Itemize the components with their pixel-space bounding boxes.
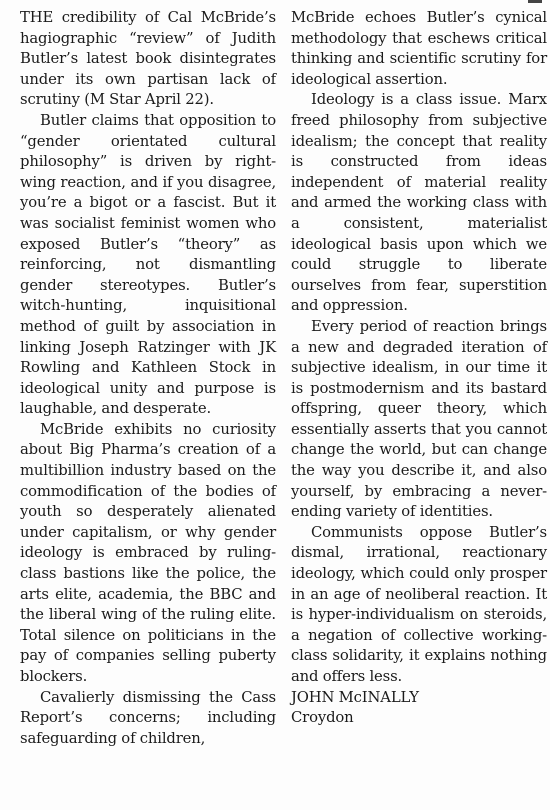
paragraph-8: Communists oppose Butler’s dismal, irrational, reactionary ideology, which could only prosper in an age of neoliberal reaction. It is hyper-individualism on steroids, a negation of collective working-class solidarity, it explains nothing and offers less.: [291, 523, 547, 685]
right-column: [291, 8, 547, 729]
paragraph-2: Butler claims that opposition to “gender orientated cultural philosophy” is driven by right-wing reaction, and if you disagree, you’re a bigot or a fascist. But it was socialist feminist women who exposed Butler’s “theory” as reinforcing, not dismantling gender stereotypes. Butler’s witch-hunting, inquisitional method of guilt by association in linking Joseph Ratzinger with JK Rowling and Kathleen Stock in ideological unity and purpose is laughable, and desperate.: [20, 111, 276, 418]
paragraph-4: Cavalierly dismissing the Cass Report’s concerns; including safeguarding of children,: [20, 688, 276, 747]
paragraph-7: Every period of reaction brings a new and degraded iteration of subjective idealism, in our time it is postmodernism and its bastard offspring, queer theory, which essentially asserts that you cannot change the world, but can change the way you describe it, and also yourself, by embracing a never-ending variety of identities.: [291, 317, 547, 521]
column-rule-mark: [528, 0, 542, 3]
paragraph-6: Ideology is a class issue. Marx freed philosophy from subjective idealism; the concept that reality is constructed from ideas independent of material reality and armed the working class with a consistent, materialist ideological basis upon which we could struggle to liberate ourselves from fear, superstition and oppression.: [291, 91, 547, 315]
paragraph-3: McBride exhibits no curiosity about Big Pharma’s creation of a multibillion industry based on the commodification of the bodies of youth so desperately alienated under capitalism, or why gender ideology is embraced by ruling-class bastions like the police, the arts elite, academia, the BBC and the liberal wing of the ruling elite. Total silence on politicians in the pay of companies selling puberty blockers.: [20, 420, 276, 685]
author-location: Croydon: [291, 709, 354, 727]
author-signature: JOHN McINALLY: [291, 688, 419, 706]
left-column: [20, 8, 276, 749]
paragraph-1: THE credibility of Cal McBride’s hagiographic “review” of Judith Butler’s latest book disintegrates under its own partisan lack of scrutiny (M Star April 22).: [20, 9, 276, 109]
paragraph-5: McBride echoes Butler’s cynical methodology that eschews critical thinking and scientific scrutiny for ideological assertion.: [291, 9, 547, 88]
